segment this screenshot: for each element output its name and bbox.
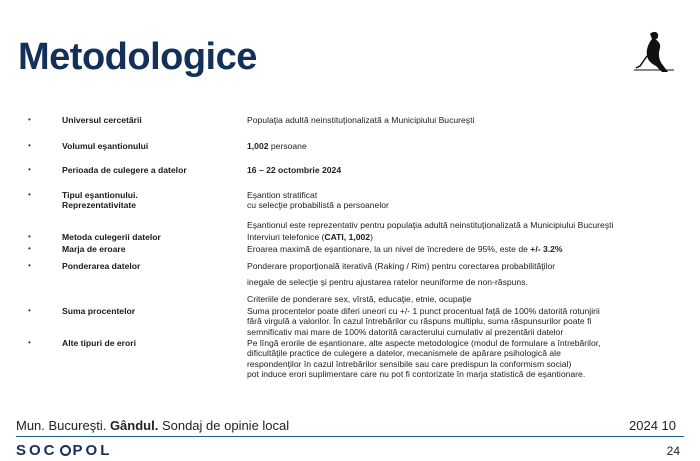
bullet: • (28, 306, 31, 315)
label-period: Perioada de culegere a datelor (62, 165, 187, 175)
label-method: Metoda culegerii datelor (62, 232, 161, 242)
value-weighting-line1: Ponderare proporţională iterativă (Raking / Rim) pentru corectarea probabilităţilor (247, 261, 556, 271)
brand-pre: SOC (16, 442, 58, 459)
method-pre: Interviuri telefonice ( (247, 232, 325, 242)
thinker-figure-icon (628, 28, 678, 76)
value-sum (247, 306, 667, 337)
value-sample-type (247, 190, 667, 230)
footer-location: Mun. Bucureşti. (16, 418, 110, 433)
bullet: • (28, 141, 31, 150)
value-margin (247, 244, 667, 254)
sample-size-number: 1,002 (247, 141, 269, 151)
label-sample-type (62, 190, 232, 211)
bullet: • (28, 261, 31, 270)
value-other-errors-line1: Pe lîngă erorile de eşantionare, alte aspecte metodologice (modul de formulare a întrebărilor, (247, 338, 601, 348)
label-sample-type-line2: Reprezentativitate (62, 200, 137, 211)
value-sample-type-line2: cu selecţie probabilistă a persoanelor (247, 200, 389, 211)
value-sum-line1: Suma procentelor poate diferi uneori cu +/- 1 punct procentual faţă de 100% datorită rotunjirii (247, 306, 600, 316)
page-number: 24 (666, 444, 680, 458)
footer-client: Gândul. (109, 418, 159, 433)
bullet: • (28, 338, 31, 347)
value-sample-size (247, 141, 667, 151)
footer-caption (16, 418, 289, 433)
brand-post: POL (72, 442, 113, 459)
bullet: • (28, 190, 31, 199)
brand-ring-icon (60, 445, 71, 456)
footer-divider (16, 436, 684, 437)
value-sum-line2: fără virgulă a valorilor. În cazul întrebărilor cu răspuns multiplu, suma răspunsurilor poate fi (247, 316, 592, 327)
value-sample-type-line1: Eşantion stratificat (247, 190, 318, 200)
value-weighting (247, 261, 667, 304)
bullet: • (28, 232, 31, 241)
method-post: ) (370, 232, 373, 242)
value-universe: Populaţia adultă neinstituţionalizată a Municipiului Bucureşti (247, 115, 475, 125)
sociopol-logo (16, 442, 112, 459)
bullet: • (28, 165, 31, 174)
method-bold: CATI, 1,002 (324, 232, 371, 242)
margin-bold: +/- 3.2% (530, 244, 563, 254)
sample-size-unit: persoane (268, 141, 307, 151)
margin-pre: Eroarea maximă de eşantionare, la un nivel de încredere de 95%, este de (247, 244, 531, 254)
label-margin: Marja de eroare (62, 244, 126, 254)
value-method (247, 232, 667, 242)
value-other-errors-line4: pot induce erori suplimentare care nu pot fi contorizate în marja statistică de eşantionare. (247, 369, 586, 380)
value-sample-type-line3: Eşantionul este reprezentativ pentru populaţia adultă neinstituţionalizată a Municipiului Bucureşti (247, 219, 614, 230)
page-title: Metodologice (18, 36, 257, 78)
period-dates: 16 – 22 octombrie 2024 (247, 165, 342, 175)
value-weighting-line2: inegale de selecţie şi pentru ajustarea ratelor neuniforme de non-răspuns. (247, 277, 528, 288)
label-other-errors: Alte tipuri de erori (62, 338, 137, 348)
value-other-errors (247, 338, 667, 380)
label-sum: Suma procentelor (62, 306, 136, 316)
value-period (247, 165, 667, 175)
bullet: • (28, 115, 31, 124)
label-weighting: Ponderarea datelor (62, 261, 141, 271)
value-other-errors-line2: dificultăţile practice de culegere a datelor, mecanismele de apărare psihologică ale (247, 348, 561, 359)
label-sample-type-line1: Tipul eşantionului. (62, 190, 138, 200)
label-universe: Universul cercetării (62, 115, 142, 125)
bullet: • (28, 244, 31, 253)
label-sample-size: Volumul eşantionului (62, 141, 149, 151)
value-weighting-line3: Criteriile de ponderare sex, vîrstă, educaţie, etnie, ocupaţie (247, 293, 472, 304)
footer-subtitle: Sondaj de opinie local (158, 418, 290, 433)
value-sum-line3: semnificativ mai mare de 100% datorită caracterului cumulativ al prezentării datelor (247, 326, 564, 337)
footer-date: 2024 10 (629, 418, 676, 433)
value-other-errors-line3: respondenţilor în cazul întrebărilor sensibile sau care predispun la conformism social) (247, 358, 572, 369)
